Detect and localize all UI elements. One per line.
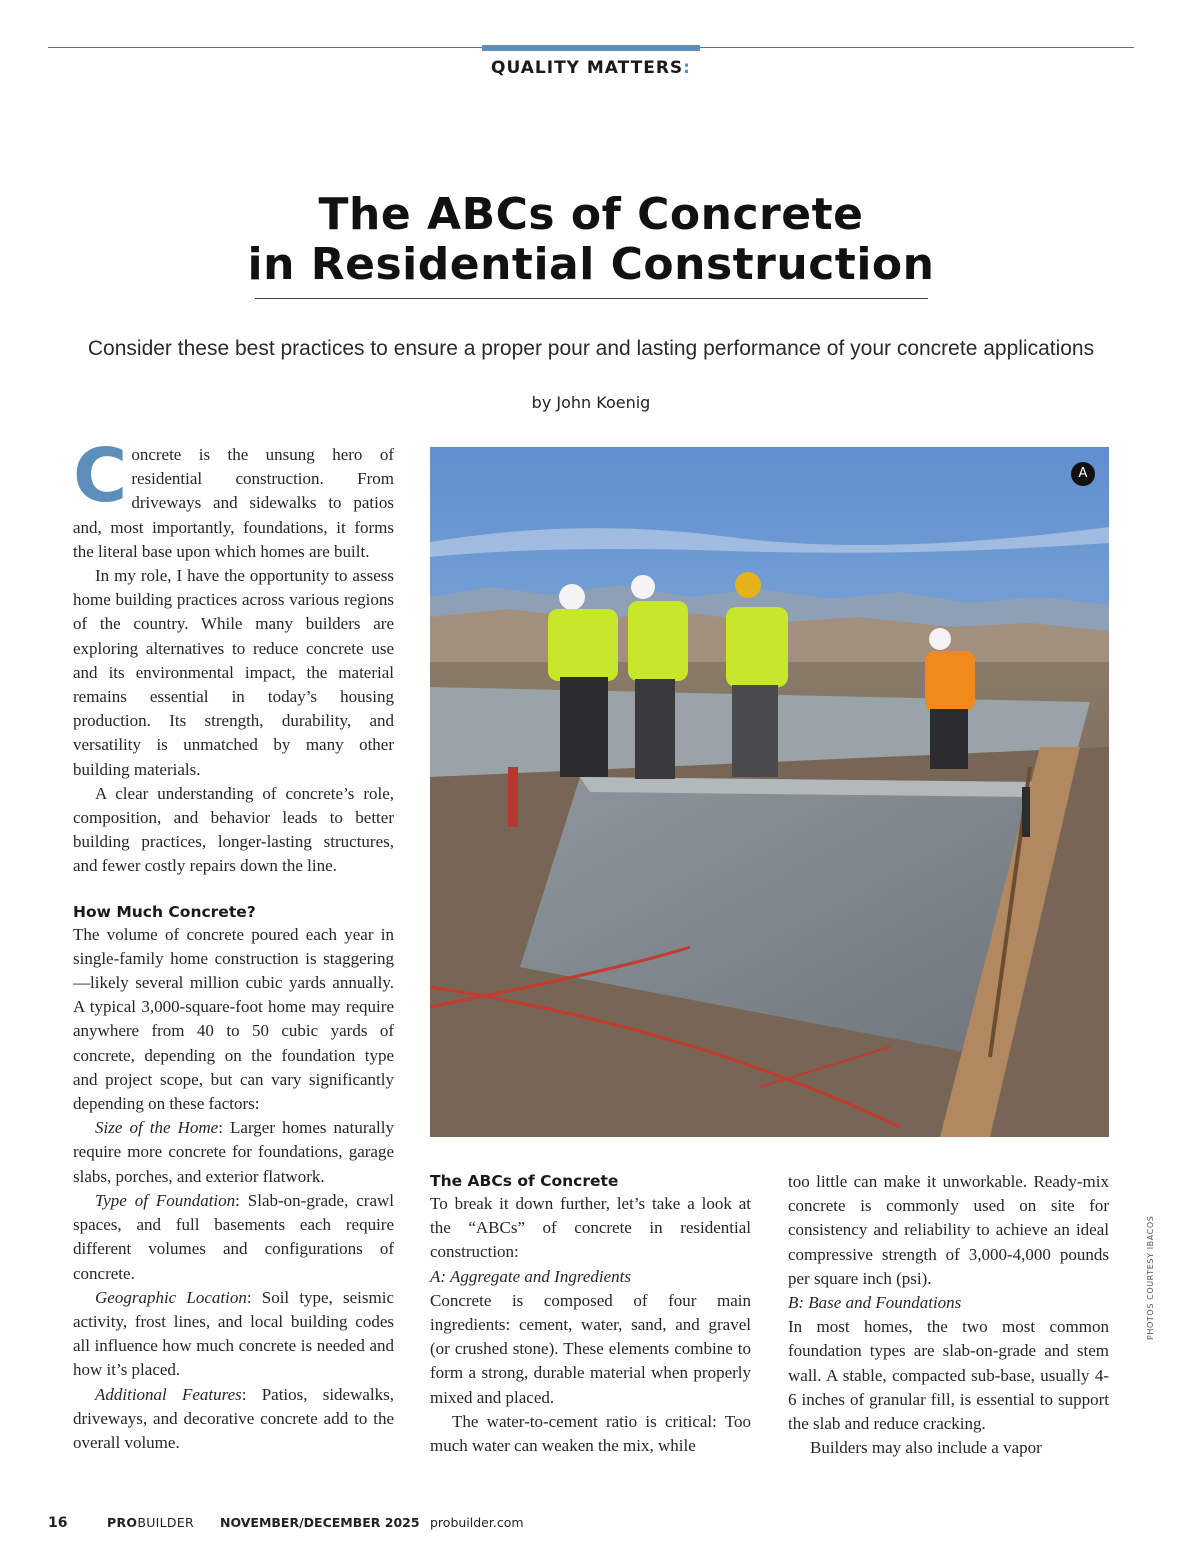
website-link[interactable]: probuilder.com bbox=[430, 1515, 524, 1530]
factor-size: Size of the Home: Larger homes naturally require more concrete for foundations, garage slabs, porches, and exterior flatwork. bbox=[73, 1118, 394, 1186]
paragraph: In most homes, the two most common foundation types are slab-on-grade and stem wall. A stable, compacted sub-base, usually 4-6 inches of granular fill, is essential to support the slab and reduce cracking. bbox=[788, 1317, 1109, 1434]
factor-additional: Additional Features: Patios, sidewalks, driveways, and decorative concrete add to the overall volume. bbox=[73, 1384, 394, 1452]
issue-date: NOVEMBER/DECEMBER 2025 bbox=[220, 1515, 420, 1530]
paragraph: The water-to-cement ratio is critical: Too much water can weaken the mix, while bbox=[430, 1411, 751, 1456]
subhead-b: B: Base and Foundations bbox=[788, 1293, 962, 1313]
subhead-abcs: The ABCs of Concrete bbox=[430, 1172, 619, 1190]
photo-badge: A bbox=[1071, 462, 1095, 486]
paragraph: In my role, I have the opportunity to assess home building practices across various regions of the country. While many builders are exploring alternatives to reduce concrete use and its environmental impact, the material remains essential in today’s housing production. Its strength, durability, and versatility is unmatched by many other building materials. bbox=[73, 566, 394, 779]
drop-cap: C bbox=[73, 433, 128, 519]
intro-paragraph: Concrete is the unsung hero of residential construction. From driveways and sidewalks to patios and, most importantly, foundations, it forms the literal base upon which homes are built. bbox=[73, 433, 394, 561]
column-3 bbox=[788, 1170, 1109, 1460]
factor-geo: Geographic Location: Soil type, seismic activity, frost lines, and local building codes all influence how much concrete is needed and how it’s placed. bbox=[73, 1287, 395, 1380]
paragraph: To break it down further, let’s take a look at the “ABCs” of concrete in residential construction: bbox=[430, 1194, 751, 1262]
title-underline bbox=[255, 298, 928, 299]
paragraph: Builders may also include a vapor bbox=[810, 1438, 1042, 1458]
byline: by John Koenig bbox=[531, 393, 651, 412]
title-line-1: The ABCs of Concrete bbox=[318, 189, 864, 240]
paragraph: A clear understanding of concrete’s role, composition, and behavior leads to better building practices, longer-lasting structures, and fewer costly repairs down the line. bbox=[73, 783, 394, 876]
subhead-a: A: Aggregate and Ingredients bbox=[430, 1266, 631, 1286]
publication-brand: PROBUILDER bbox=[107, 1515, 195, 1530]
paragraph: Concrete is composed of four main ingredients: cement, water, sand, and gravel (or crushed stone). These elements combine to form a strong, durable material when properly mixed and placed. bbox=[430, 1290, 751, 1407]
header-accent-bar bbox=[482, 45, 700, 51]
photo-credit: PHOTOS COURTESY IBACOS bbox=[1146, 1215, 1155, 1340]
page-number: 16 bbox=[48, 1515, 68, 1531]
paragraph: too little can make it unworkable. Ready-mix concrete is commonly used on site for consistency and reliability to achieve an ideal compressive strength of 3,000-4,000 pounds per square inch (psi). bbox=[788, 1172, 1109, 1288]
article-dek: Consider these best practices to ensure a proper pour and lasting performance of your concrete applications bbox=[87, 337, 1095, 360]
column-2 bbox=[430, 1170, 751, 1458]
subhead-how-much: How Much Concrete? bbox=[73, 902, 256, 921]
section-label: QUALITY MATTERS: bbox=[491, 58, 691, 78]
title-line-2: in Residential Construction bbox=[247, 239, 935, 290]
concrete-pour-photo bbox=[430, 447, 1109, 1137]
factor-type: Type of Foundation: Slab-on-grade, crawl spaces, and full basements each require different volumes and configurations of concrete. bbox=[73, 1190, 394, 1283]
paragraph: The volume of concrete poured each year in single-family home construction is staggering—likely several million cubic yards annually. A typical 3,000-square-foot home may require anywhere from 40 to 50 cubic yards of concrete, depending on the foundation type and project scope, but can vary significantly depending on these factors: bbox=[73, 924, 394, 1114]
column-1 bbox=[73, 433, 395, 1455]
article-title bbox=[0, 190, 1182, 290]
